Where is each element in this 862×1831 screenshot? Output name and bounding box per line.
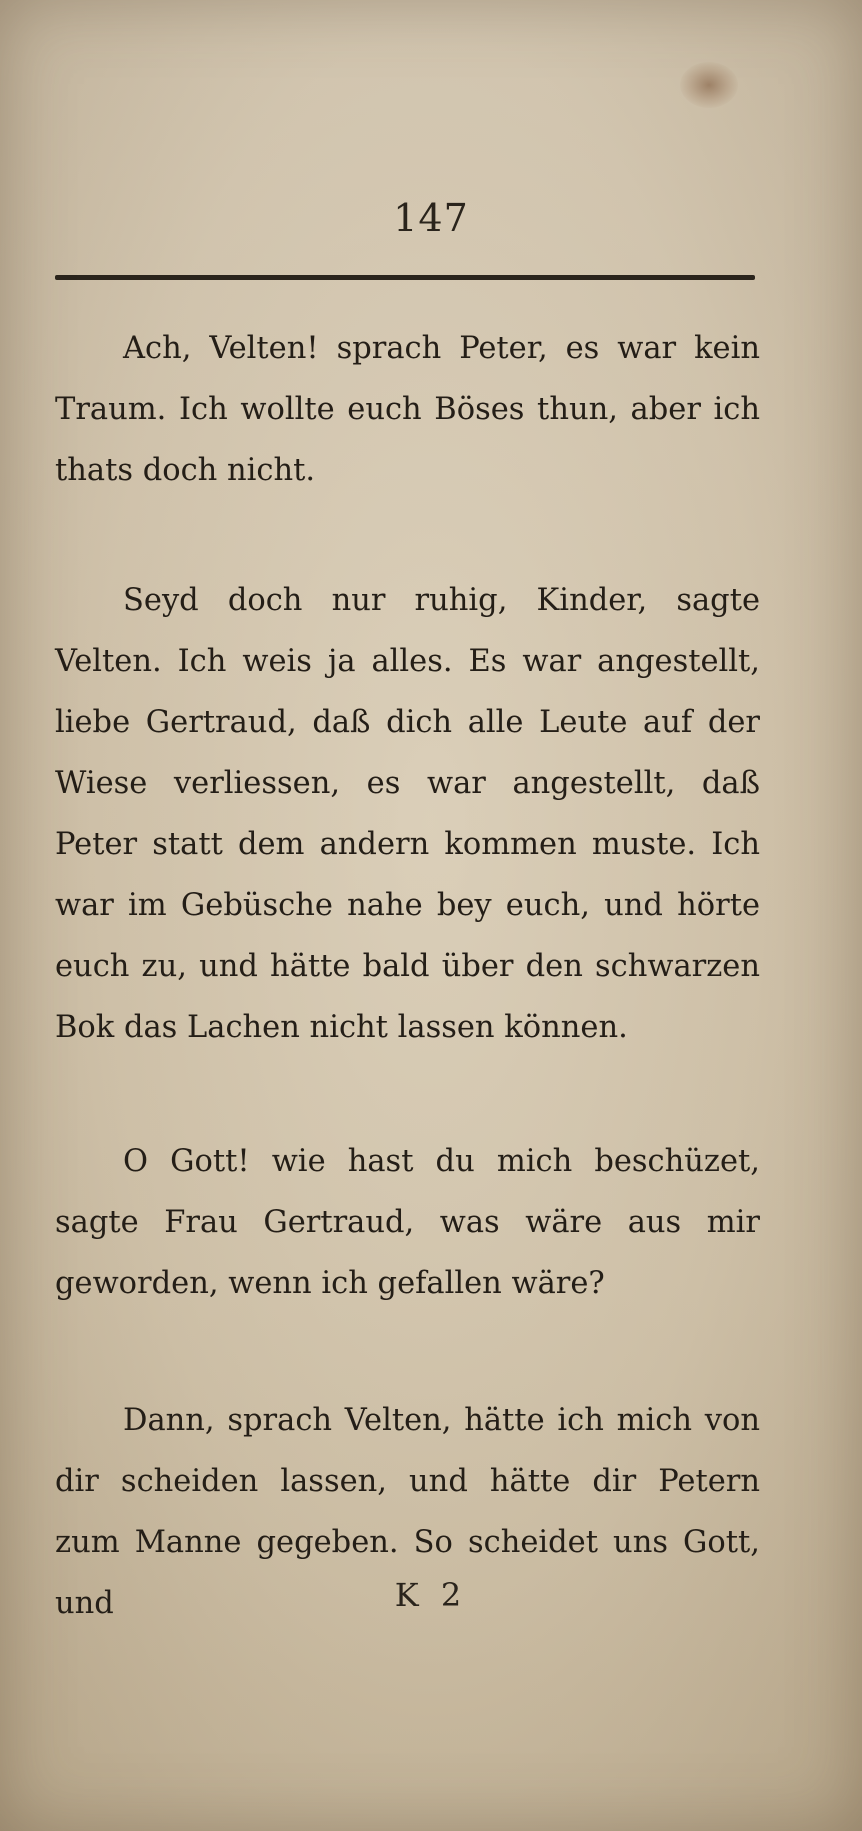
signature-mark: K 2 — [394, 1576, 468, 1614]
paragraph-3-text: O Gott! wie hast du mich beschüzet, sagte Frau Gertraud, was wäre aus mir geworden, wenn ich gefallen wäre? — [55, 1144, 760, 1301]
paper-stain — [680, 62, 738, 108]
paragraph-2-text: Seyd doch nur ruhig, Kinder, sagte Velten. Ich weis ja alles. Es war angestellt, liebe Gertraud, daß dich alle Leute auf der Wiese verliessen, es war angestellt, daß Peter statt dem andern kommen muste. Ich war im Gebüsche nahe bey euch, und hörte euch zu, und hätte bald über den schwarzen Bok das Lachen nicht lassen können. — [55, 583, 760, 1045]
paragraph-2 — [55, 570, 760, 1058]
page-number: 147 — [393, 196, 469, 240]
header-rule — [55, 275, 755, 280]
paragraph-1 — [55, 318, 760, 501]
paragraph-4-text: Dann, sprach Velten, hätte ich mich von dir scheiden lassen, und hätte dir Petern zum Manne gegeben. So scheidet uns Gott, und — [55, 1403, 760, 1621]
paragraph-1-text: Ach, Velten! sprach Peter, es war kein Traum. Ich wollte euch Böses thun, aber ich thats doch nicht. — [55, 331, 760, 488]
paragraph-3 — [55, 1131, 760, 1314]
